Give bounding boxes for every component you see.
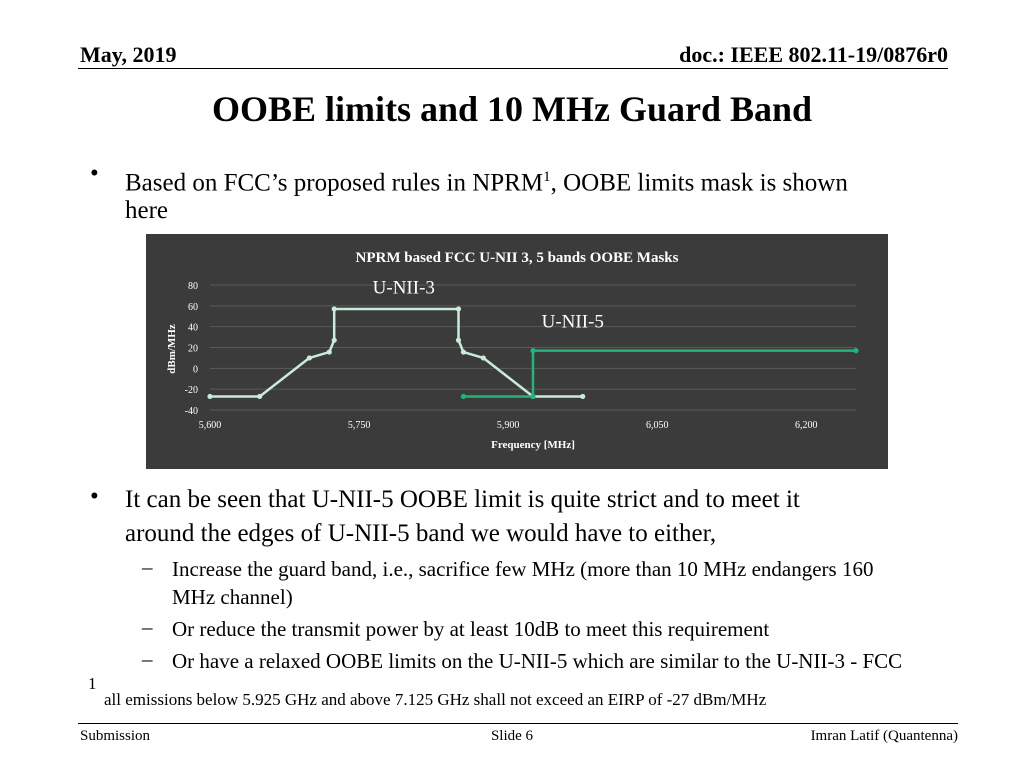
- data-point: [461, 349, 466, 354]
- data-point: [207, 394, 212, 399]
- data-point: [257, 394, 262, 399]
- y-tick-label: -20: [184, 385, 198, 397]
- data-point: [456, 338, 461, 343]
- bullet-1-text-after: , OOBE limits mask is shown: [550, 169, 848, 197]
- subbullet-marker: –: [142, 647, 153, 671]
- footer-divider: [78, 723, 958, 724]
- slide-title: OOBE limits and 10 MHz Guard Band: [211, 89, 813, 129]
- chart-x-axis-label: Frequency [MHz]: [491, 439, 575, 451]
- bullet-marker: •: [90, 160, 99, 187]
- bullet-1-line-2: here: [125, 197, 169, 224]
- x-tick-label: 5,750: [347, 420, 371, 431]
- bullet-2-line-2: around the edges of U-NII-5 band we would have to either,: [125, 520, 717, 547]
- subbullet-1-line-2: MHz channel): [172, 585, 293, 609]
- data-point: [332, 306, 337, 311]
- chart-annotations: [373, 277, 604, 332]
- data-point: [853, 348, 858, 353]
- series-annotation: U-NII-3: [372, 277, 435, 299]
- x-tick-label: 5,600: [198, 420, 222, 431]
- subbullet-marker: –: [142, 615, 153, 639]
- y-tick-label: 40: [188, 322, 198, 334]
- x-tick-label: 5,900: [496, 420, 520, 431]
- y-tick-label: 0: [193, 364, 198, 376]
- y-tick-label: 20: [188, 343, 198, 355]
- footnote-text: all emissions below 5.925 GHz and above 7.125 GHz shall not exceed an EIRP of -27 dBm/MHz: [104, 690, 767, 709]
- chart-axes: [185, 281, 818, 431]
- header-divider: [78, 68, 948, 69]
- y-tick-label: 60: [188, 301, 198, 313]
- data-point: [580, 394, 585, 399]
- subbullet-marker: –: [142, 555, 153, 579]
- footnote-mark: 1: [88, 674, 97, 693]
- footer-submission: Submission: [80, 728, 151, 744]
- chart-title: NPRM based FCC U-NII 3, 5 bands OOBE Masks: [355, 250, 679, 266]
- footnote-ref: 1: [543, 169, 551, 185]
- subbullet-1-line-1: Increase the guard band, i.e., sacrifice few MHz (more than 10 MHz endangers 160: [172, 557, 874, 581]
- data-point: [327, 349, 332, 354]
- bullet-2-line-1: It can be seen that U-NII-5 OOBE limit is quite strict and to meet it: [125, 486, 800, 513]
- chart-y-axis-label: dBm/MHz: [166, 324, 178, 374]
- series-annotation: U-NII-5: [541, 311, 604, 333]
- bullet-marker: •: [90, 483, 99, 510]
- series-line-u-nii-3: [210, 309, 583, 397]
- header-doc-id: doc.: IEEE 802.11-19/0876r0: [679, 42, 948, 67]
- footer-author: Imran Latif (Quantenna): [810, 728, 958, 744]
- header-date: May, 2019: [80, 42, 177, 67]
- data-point: [530, 394, 535, 399]
- data-point: [530, 348, 535, 353]
- y-tick-label: -40: [184, 406, 198, 417]
- footer-slide-number: Slide 6: [490, 728, 534, 744]
- subbullet-3-line-1: Or have a relaxed OOBE limits on the U-NII-5 which are similar to the U-NII-3 - FCC: [172, 649, 903, 673]
- data-point: [332, 338, 337, 343]
- data-point: [307, 355, 312, 360]
- oobe-mask-chart: [146, 234, 888, 469]
- chart-series: [207, 306, 858, 399]
- chart-svg: [146, 234, 888, 469]
- y-tick-label: 80: [188, 281, 198, 292]
- data-point: [461, 394, 466, 399]
- bullet-1-text: Based on FCC’s proposed rules in NPRM: [125, 169, 544, 197]
- x-tick-label: 6,200: [795, 420, 818, 431]
- subbullet-2-line-1: Or reduce the transmit power by at least 10dB to meet this requirement: [172, 617, 770, 641]
- data-point: [481, 355, 486, 360]
- bullet-1-line-1: [125, 160, 848, 200]
- x-tick-label: 6,050: [645, 420, 669, 431]
- data-point: [456, 306, 461, 311]
